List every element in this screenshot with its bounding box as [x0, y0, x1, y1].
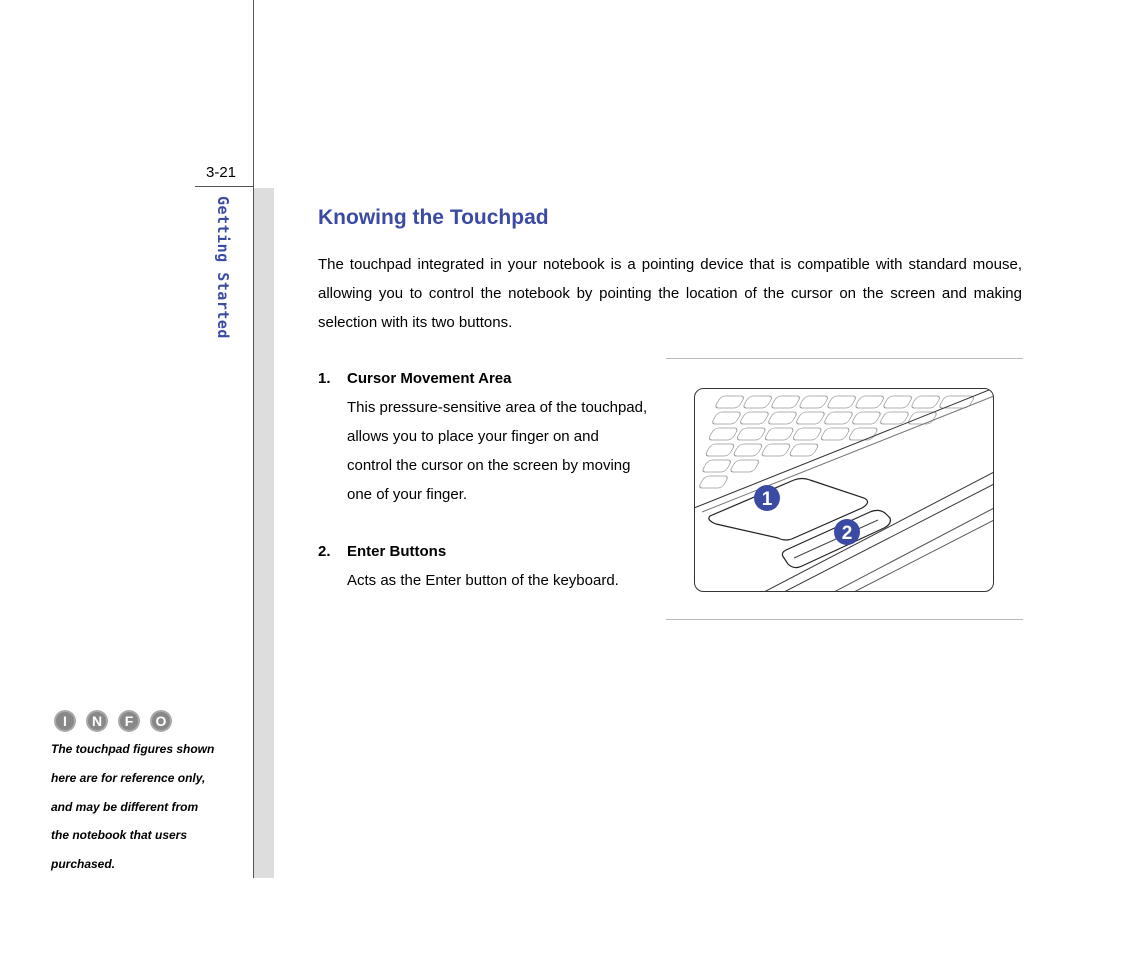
info-note-line: and may be different from	[51, 799, 199, 814]
info-icon	[52, 710, 176, 734]
touchpad-figure	[694, 388, 994, 592]
item-2-number: 2.	[318, 543, 331, 560]
figure-top-rule	[666, 358, 1023, 359]
item-1-line: one of your finger.	[347, 486, 468, 503]
chapter-title: Getting Started	[214, 196, 232, 339]
callout-1	[754, 485, 780, 511]
info-note	[51, 735, 241, 879]
info-note-line: purchased.	[51, 857, 116, 872]
palmrest-edge	[761, 472, 994, 592]
info-note-line: the notebook that users	[51, 828, 188, 843]
item-1-number: 1.	[318, 370, 331, 387]
info-note-line: here are for reference only,	[51, 770, 206, 785]
item-2-description	[347, 566, 677, 595]
callout-2	[834, 519, 860, 545]
item-1-line: This pressure-sensitive area of the touchpad,	[347, 399, 648, 416]
item-1-title: Cursor Movement Area	[347, 370, 512, 387]
callout-2-label: 2	[841, 523, 853, 544]
item-1-line: control the cursor on the screen by moving	[347, 457, 631, 474]
section-title: Knowing the Touchpad	[318, 206, 549, 229]
info-letter: I	[63, 713, 67, 729]
info-letter: F	[124, 713, 134, 729]
item-1-description	[347, 393, 677, 509]
item-1-heading	[318, 370, 512, 387]
intro-paragraph: The touchpad integrated in your notebook is a pointing device that is compatible with standard mouse, allowing you to control the notebook by pointing the location of the cursor on the screen and making selection with its two buttons.	[318, 256, 1022, 331]
page-number-rule	[195, 186, 254, 187]
item-2-heading	[318, 543, 446, 560]
page-number: 3-21	[206, 164, 237, 181]
item-2-title: Enter Buttons	[347, 543, 447, 560]
info-letter: N	[91, 713, 103, 729]
sidebar-gray-bar	[254, 188, 274, 878]
callout-1-label: 1	[761, 489, 773, 510]
figure-bottom-rule	[666, 619, 1023, 620]
item-1-line: allows you to place your finger on and	[347, 428, 599, 445]
info-note-line: The touchpad figures shown	[51, 742, 215, 756]
keyboard-keys	[694, 396, 975, 488]
info-letter: O	[155, 713, 167, 729]
item-2-line: Acts as the Enter button of the keyboard.	[347, 572, 619, 589]
